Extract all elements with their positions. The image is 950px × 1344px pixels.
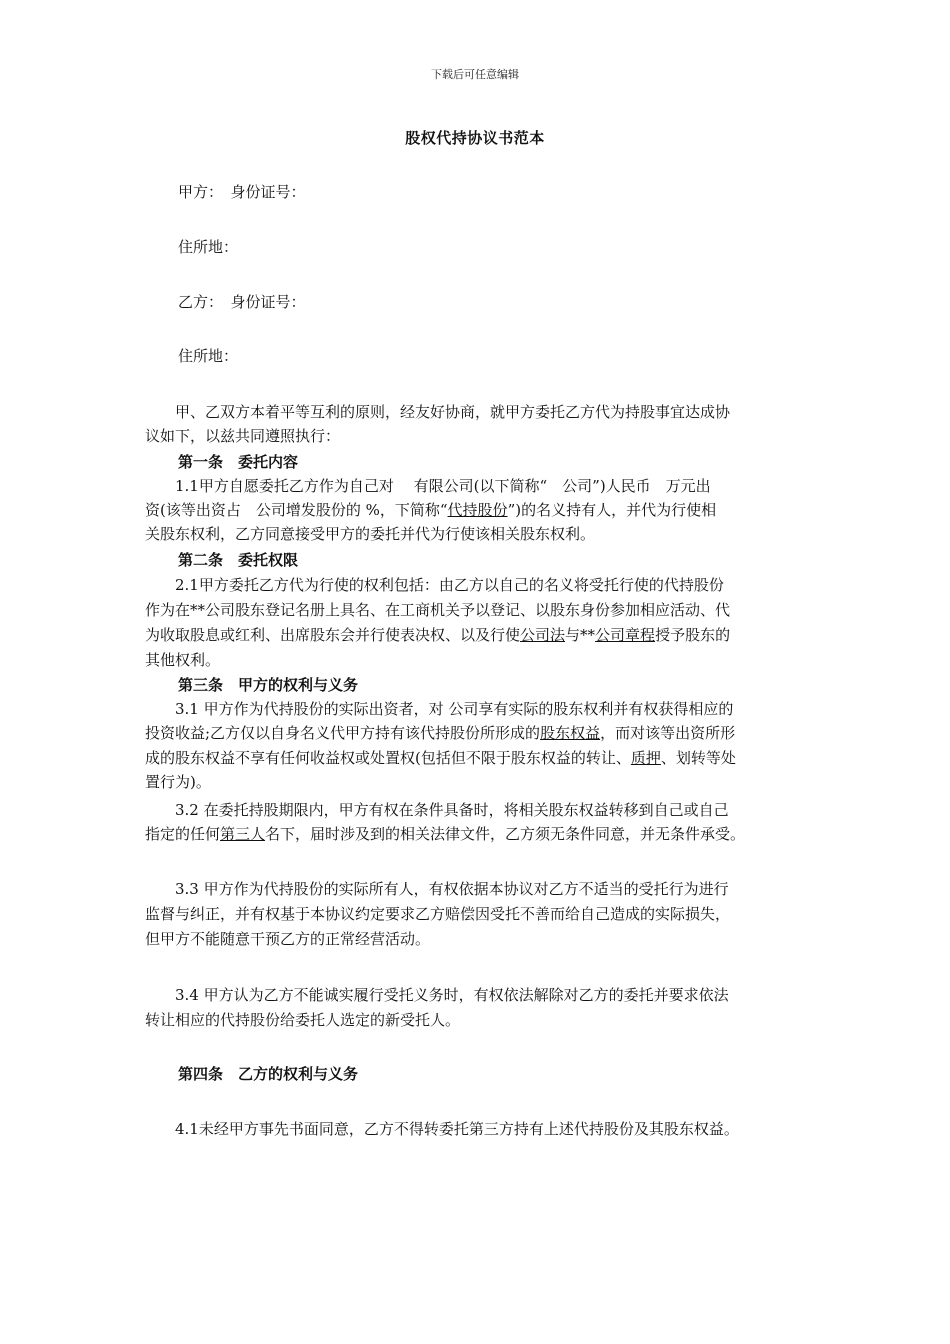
article-3-1-line: 成的股东权益不享有任何收益权或处置权(包括但不限于股东权益的转让、质押、划转等处 [145, 749, 736, 767]
term-daichi-gufen: 代持股份 [447, 501, 508, 519]
article-2-heading: 第二条 委托权限 [178, 551, 299, 569]
article-1-line: 资(该等出资占 公司增发股份的 %，下简称“代持股份”)的名义持有人，并代为行使相 [145, 501, 717, 519]
article-4-heading: 第四条 乙方的权利与义务 [178, 1065, 359, 1083]
article-3-3-line: 3.3 甲方作为代持股份的实际所有人，有权依据本协议对乙方不适当的受托行为进行 [145, 880, 729, 898]
link-pledge[interactable]: 质押 [630, 749, 661, 767]
article-3-1-line: 置行为)。 [145, 773, 211, 791]
article-3-4-line: 转让相应的代持股份给委托人选定的新受托人。 [145, 1011, 461, 1029]
article-2-line: 其他权利。 [145, 651, 221, 669]
article-1-line: 关股东权利，乙方同意接受甲方的委托并代为行使该相关股东权利。 [145, 525, 596, 543]
party-b-address-field: 住所地： [178, 347, 239, 365]
preamble-line: 甲、乙双方本着平等互利的原则，经友好协商，就甲方委托乙方代为持股事宜达成协 [145, 403, 731, 421]
article-2-line: 作为在**公司股东登记名册上具名、在工商机关予以登记、以股东身份参加相应活动、代 [145, 601, 731, 619]
article-2-line: 2.1甲方委托乙方代为行使的权利包括：由乙方以自己的名义将受托行使的代持股份 [145, 576, 724, 594]
article-2-line: 为收取股息或红利、出席股东会并行使表决权、以及行使公司法与**公司章程授予股东的 [145, 626, 731, 644]
link-company-charter[interactable]: 公司章程 [595, 626, 656, 644]
article-3-4-line: 3.4 甲方认为乙方不能诚实履行受托义务时，有权依法解除对乙方的委托并要求依法 [145, 986, 729, 1004]
article-1-line: 1.1甲方自愿委托乙方作为自己对 有限公司(以下简称“ 公司”)人民币 万元出 [145, 477, 711, 495]
article-3-3-line: 但甲方不能随意干预乙方的正常经营活动。 [145, 930, 431, 948]
article-3-1-line: 投资收益;乙方仅以自身名义代甲方持有该代持股份所形成的股东权益，而对该等出资所形 [145, 724, 736, 742]
header-note: 下载后可任意编辑 [431, 68, 519, 81]
article-3-2-line: 3.2 在委托持股期限内，甲方有权在条件具备时，将相关股东权益转移到自己或自己 [145, 801, 729, 819]
article-4-1-line: 4.1未经甲方事先书面同意，乙方不得转委托第三方持有上述代持股份及其股东权益。 [145, 1120, 739, 1138]
preamble-line: 议如下，以兹共同遵照执行： [145, 427, 341, 445]
party-a-field: 甲方： 身份证号： [178, 183, 306, 201]
article-3-3-line: 监督与纠正，并有权基于本协议约定要求乙方赔偿因受托不善而给自己造成的实际损失， [145, 905, 731, 923]
party-b-field: 乙方： 身份证号： [178, 293, 306, 311]
party-a-address-field: 住所地： [178, 238, 239, 256]
link-third-party[interactable]: 第三人 [220, 825, 266, 843]
article-3-heading: 第三条 甲方的权利与义务 [178, 676, 359, 694]
link-shareholder-equity[interactable]: 股东权益 [540, 724, 601, 742]
document-title: 股权代持协议书范本 [405, 129, 545, 147]
link-company-law[interactable]: 公司法 [520, 626, 566, 644]
article-1-heading: 第一条 委托内容 [178, 453, 299, 471]
article-3-1-line: 3.1 甲方作为代持股份的实际出资者，对 公司享有实际的股东权利并有权获得相应的 [145, 700, 734, 718]
article-3-2-line: 指定的任何第三人名下，届时涉及到的相关法律文件，乙方须无条件同意，并无条件承受。 [145, 825, 746, 843]
